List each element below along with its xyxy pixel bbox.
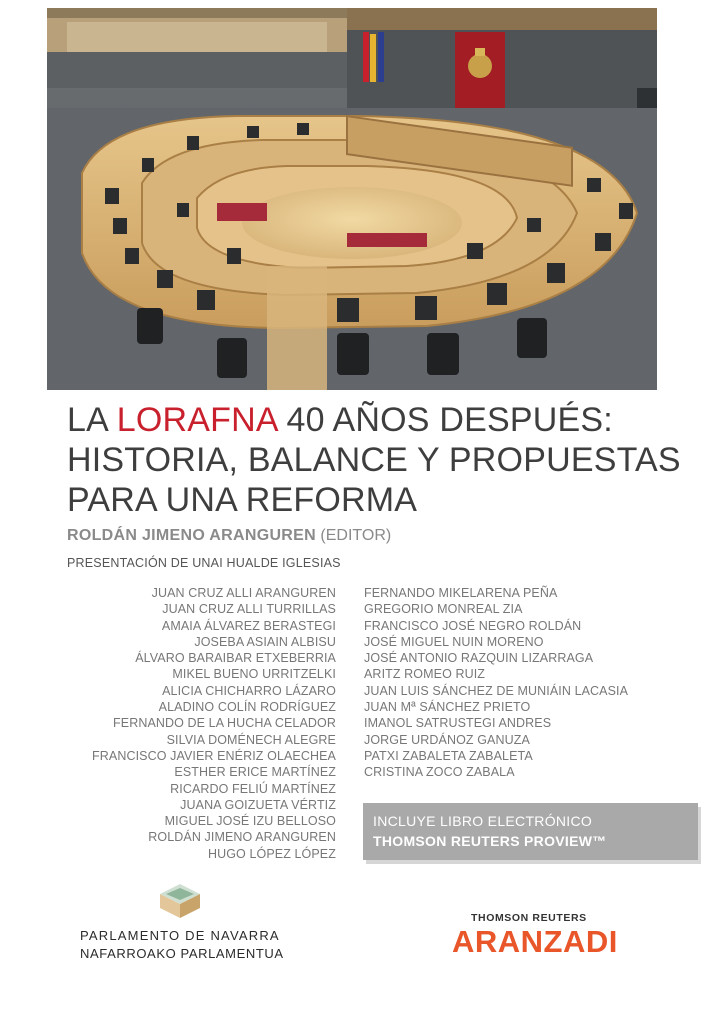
author-name: SILVIA DOMÉNECH ALEGRE [166, 732, 336, 747]
author-name: JUAN Mª SÁNCHEZ PRIETO [364, 700, 531, 715]
book-title [67, 400, 687, 520]
cover-photo [47, 8, 657, 390]
author-name: FRANCISCO JAVIER ENÉRIZ OLAECHEA [92, 748, 336, 763]
author-name: JOSÉ MIGUEL NUIN MORENO [364, 634, 544, 649]
author-name: ARITZ ROMEO RUIZ [364, 667, 486, 682]
author-name: PATXI ZABALETA ZABALETA [364, 748, 533, 763]
author-name: HUGO LÓPEZ LÓPEZ [207, 846, 336, 861]
authors-left-column [92, 585, 336, 862]
author-name: ALICIA CHICHARRO LÁZARO [162, 683, 336, 698]
author-name: FRANCISCO JOSÉ NEGRO ROLDÁN [364, 618, 582, 633]
author-name: MIKEL BUENO URRITZELKI [172, 667, 336, 682]
parliament-name-es: PARLAMENTO DE NAVARRA [80, 928, 280, 943]
author-name: IMANOL SATRUSTEGI ANDRES [364, 716, 552, 731]
author-name: ALADINO COLÍN RODRÍGUEZ [158, 700, 336, 715]
title-line-2: HISTORIA, BALANCE Y PROPUESTAS [67, 441, 681, 479]
editor-credit [67, 527, 391, 545]
author-name: JOSÉ ANTONIO RAZQUIN LIZARRAGA [364, 651, 594, 666]
authors-right-column [364, 585, 628, 781]
author-name: AMAIA ÁLVAREZ BERASTEGI [161, 618, 336, 633]
author-name: JUANA GOIZUETA VÉRTIZ [180, 797, 336, 812]
author-name: JUAN CRUZ ALLI TURRILLAS [162, 602, 336, 617]
ebook-banner [363, 803, 698, 860]
ebook-line-1: INCLUYE LIBRO ELECTRÓNICO [373, 813, 593, 829]
editor-role: (EDITOR) [315, 527, 392, 544]
author-name: CRISTINA ZOCO ZABALA [364, 765, 515, 780]
title-highlight: LORAFNA [116, 401, 277, 439]
author-name: JORGE URDÁNOZ GANUZA [364, 732, 530, 747]
parliament-logo-icon [158, 880, 202, 925]
ebook-line-2: THOMSON REUTERS PROVIEW™ [373, 833, 607, 849]
author-name: JOSEBA ASIAIN ALBISU [194, 634, 336, 649]
publisher-logo: ARANZADI [452, 924, 618, 959]
parliament-name-eu: NAFARROAKO PARLAMENTUA [80, 946, 284, 961]
author-name: FERNANDO MIKELARENA PEÑA [364, 586, 558, 600]
presentation-credit: PRESENTACIÓN DE UNAI HUALDE IGLESIAS [67, 556, 341, 570]
author-name: RICARDO FELIÚ MARTÍNEZ [170, 781, 336, 796]
author-name: JUAN CRUZ ALLI ARANGUREN [151, 586, 336, 600]
title-line-1: LA LORAFNA 40 AÑOS DESPUÉS: [67, 401, 613, 439]
author-name: ESTHER ERICE MARTÍNEZ [174, 765, 336, 780]
author-name: ÁLVARO BARAIBAR ETXEBERRIA [135, 651, 336, 666]
author-name: ROLDÁN JIMENO ARANGUREN [148, 830, 336, 845]
title-line-3: PARA UNA REFORMA [67, 481, 418, 519]
publisher-group: THOMSON REUTERS [471, 912, 587, 924]
author-name: MIGUEL JOSÉ IZU BELLOSO [164, 814, 336, 829]
author-name: GREGORIO MONREAL ZIA [364, 602, 523, 617]
editor-name: ROLDÁN JIMENO ARANGUREN [67, 527, 316, 544]
author-name: FERNANDO DE LA HUCHA CELADOR [113, 716, 336, 731]
author-name: JUAN LUIS SÁNCHEZ DE MUNIÁIN LACASIA [364, 683, 629, 698]
